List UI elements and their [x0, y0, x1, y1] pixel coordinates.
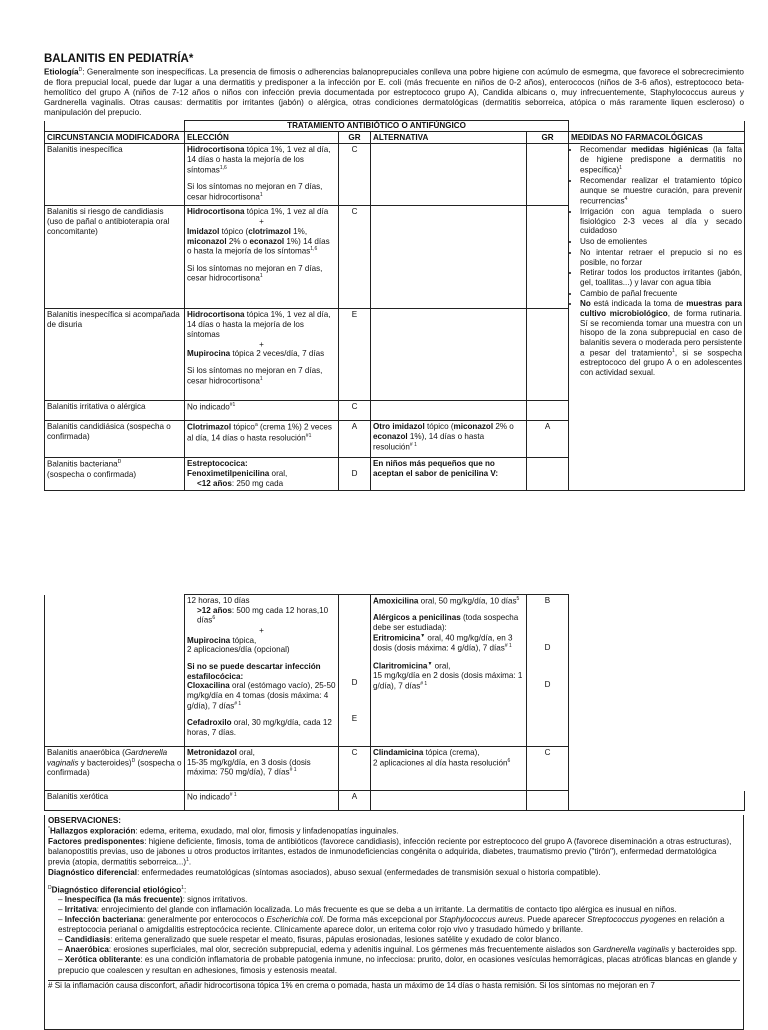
header-circunstancia: CIRCUNSTANCIA MODIFICADORA	[45, 131, 185, 144]
gr2-cell: A	[527, 421, 569, 458]
group-header: TRATAMIENTO ANTIBIÓTICO O ANTIFÚNGICO	[185, 121, 569, 132]
gr2-cell: B D D	[527, 595, 569, 747]
gr-cell: C	[339, 747, 371, 791]
list-item: • Recomendar medidas higiénicas (la falta de higiene predispone a dermatitis no específica)$^1$	[580, 145, 742, 175]
list-item: • Retirar todos los productos irritantes (jabón, gel, toallitas...) y lavar con agua tibia	[580, 268, 742, 287]
observaciones-title: OBSERVACIONES:	[48, 816, 122, 825]
list-item: • Cambio de pañal frecuente	[580, 289, 742, 299]
eleccion-cell: Hidrocortisona tópica 1%, 1 vez al día + Imidazol tópico (clotrimazol 1%, miconazol 2% o econazol 1%) 14 días o hasta la mejoría de los síntomas$^{1,6}$ Si los síntomas no mejoran en 7 días, cesar hidrocortisona$^1$	[185, 206, 339, 309]
etiology-label: Etiología	[44, 67, 79, 77]
list-item: • No intentar retraer el prepucio si no es posible, no forzar	[580, 248, 742, 267]
header-gr2: GR	[527, 131, 569, 144]
alternativa-cell: Otro imidazol tópico (miconazol 2% o econazol 1%), 14 días o hasta resolución$^{\# 1}$	[371, 421, 527, 458]
alternativa-cell: Clindamicina tópica (crema), 2 aplicaciones al día hasta resolución$^6$	[371, 747, 527, 791]
table-row	[45, 144, 745, 206]
list-item: • Recomendar realizar el tratamiento tópico aunque se muestre curación, para prevenir recurrencias$^4$	[580, 176, 742, 206]
eleccion-cell: Clotrimazol tópico$^a$ (crema 1%) 2 veces al día, 14 días o hasta resolución$^{\#1}$	[185, 421, 339, 458]
header-gr: GR	[339, 131, 371, 144]
circ-cell: Balanitis inespecífica si acompañada de disuria	[45, 309, 185, 401]
circ-cell: Balanitis candidiásica (sospecha o confirmada)	[45, 421, 185, 458]
gr2-cell	[527, 144, 569, 206]
circ-cell: Balanitis irritativa o alérgica	[45, 401, 185, 421]
differential-list	[48, 895, 740, 975]
eleccion-cell: No indicado$^{\# 1}$	[185, 791, 339, 811]
circ-cell: Balanitis inespecífica	[45, 144, 185, 206]
gr-cell: C	[339, 401, 371, 421]
list-item: • No está indicada la toma de muestras para cultivo microbiológico, de forma rutinaria. Sí se recomienda tomar una muestra con un hisopo de la zona subprepucial en caso de balanitis severa o moderada pero persistente a pesar del tratamiento$^1$, si se sospecha estreptococo del grupo A o en adolescentes con actividad sexual.	[580, 299, 742, 377]
header-medidas: MEDIDAS NO FARMACOLÓGICAS	[569, 131, 745, 144]
eleccion-cell: Hidrocortisona tópica 1%, 1 vez al día, 14 días o hasta la mejoría de los síntomas$^{1,6}$ Si los síntomas no mejoran en 7 días, cesar hidrocortisona$^1$	[185, 144, 339, 206]
list-item: – Anaeróbica: erosiones superficiales, mal olor, secreción subprepucial, edema y adenitis inguinal. Los gérmenes más frecuentemente aislados son Gardnerella vaginalis y bacteroides spp.	[58, 945, 740, 955]
etiology-paragraph: Etiología$^D$: Generalmente son inespecíficas. La presencia de fimosis o adherencias balanoprepuciales conlleva una pobre higiene con acúmulo de esmegma, que favorece el sobrecrecimiento de flora prepucial local, puede dar lugar a una dermatitis y predisponer a la infección por E. coli (más frecuente en niños de 0-2 años), enterococos (niños de 3-6 años), estreptococo beta-hemolítico del grupo A (niños de 7-12 años o niños con infección previa documentada por estreptococo grupo A), Candida albicans o, muy infrecuentemente, Staphylococcus aureus y Gardnerella vaginalis. Otras causas: dermatitis por irritantes (jabón) o alérgica, otras condiciones dermatológicas (dermatitis seborreica, atópica o más raramente liquen escleroso) o manipulación del prepucio.	[44, 67, 744, 117]
gr-cell: E	[339, 309, 371, 401]
page-title: BALANITIS EN PEDIATRÍA*	[44, 53, 194, 65]
alternativa-cell: En niños más pequeños que no aceptan el sabor de penicilina V:	[371, 458, 527, 490]
list-item: – Candidiasis: eritema generalizado que suele respetar el meato, fisuras, pápulas erosionadas, lesiones satélite y exudado de color blanco.	[58, 935, 740, 945]
list-item: – Irritativa: enrojecimiento del glande con inflamación localizada. Lo más frecuente es que se deba a un irritante. La dermatitis de contacto tipo alérgica es inusual en niños.	[58, 905, 740, 915]
gr-cell: A	[339, 791, 371, 811]
eleccion-cell: Metronidazol oral, 15-35 mg/kg/día, en 3 dosis (dosis máxima: 750 mg/día), 7 días$^{\# 1}$	[185, 747, 339, 791]
gr-cell: C	[339, 206, 371, 309]
header-eleccion: ELECCIÓN	[185, 131, 339, 144]
circ-cell: Balanitis xerótica	[45, 791, 185, 811]
medidas-cell	[569, 144, 745, 490]
gr-cell: C	[339, 144, 371, 206]
gr2-cell: C	[527, 747, 569, 791]
list-item: – Xerótica obliterante: es una condición inflamatoria de probable patogenia inmune, no infecciosa: prurito, dolor, en ocasiones vesículas hemorrágicas, placas atróficas blancas en glande y prepucio que coalescen y resultan en adhesiones, fimosis y estenosis meatal.	[58, 955, 740, 975]
alternativa-cell: Amoxicilina oral, 50 mg/kg/día, 10 días$^5$ Alérgicos a penicilinas (toda sospecha debe ser estudiada): Eritromicina▼ oral, 40 mg/kg/día, en 3 dosis (dosis máxima: 4 g/día), 7 días$^{\# 1}$ Claritromicina▼ oral, 15 mg/kg/día en 2 dosis (dosis máxima: 1 g/día), 7 días$^{\# 1}$	[371, 595, 527, 747]
eleccion-cell: 12 horas, 10 días >12 años: 500 mg cada 12 horas,10 días$^6$ + Mupirocina tópica, 2 aplicaciones/día (opcional) Si no se puede descartar infección estafilocócica: Cloxacilina oral (estómago vacío), 25-50 mg/kg/día en 4 tomas (dosis máxima: 4 g/día), 7 días$^{\# 1}$ Cefadroxilo oral, 30 mg/kg/día, cada 12 horas, 7 días.	[185, 595, 339, 747]
gr-cell: D E	[339, 595, 371, 747]
list-item: – Inespecífica (la más frecuente): signos irritativos.	[58, 895, 740, 905]
table-row	[45, 791, 745, 811]
circ-cell: Balanitis anaeróbica (Gardnerella vaginalis y bacteroides)$^D$ (sospecha o confirmada)	[45, 747, 185, 791]
footnote: # Si la inflamación causa disconfort, añadir hidrocortisona tópica 1% en crema o pomada, hasta un máximo de 14 días o hasta remisión. Si los síntomas no mejoran en 7	[48, 980, 740, 991]
header-alternativa: ALTERNATIVA	[371, 131, 527, 144]
alternativa-cell	[371, 144, 527, 206]
observaciones-section: OBSERVACIONES: *Hallazgos exploración: edema, eritema, exudado, mal olor, fimosis y linfadenopatías inguinales. Factores predisponentes: higiene deficiente, fimosis, toma de antibióticos (favorece candidiasis), infección reciente por estreptococo del grupo A (favorece diseminación a otras estructuras), balanopostitis previas, uso de jabones u otros productos irritantes, estados de inmunodeficiencias congénita o adquirida, diabetes, traumatismo previo ("tirón"), enfermedad dermatológica previa (atopia, dermatitis seborreica...)$^1$. Diagnóstico diferencial: enfermedades reumatológicas (síntomas asociados), abuso sexual (enfermedades de transmisión sexual o historia compatible). $^D$Diagnóstico diferencial etiológico$^1$: – Inespecífica (la más frecuente): signos irritativos. – Irritativa: enrojecimiento del glande con inflamación localizada. Lo más frecuente es que se deba a un irritante. La dermatitis de contacto tipo alérgica es inusual en niños. – Infección bacteriana: generalmente por enterococos o Escherichia coli. De forma más excepcional por Staphylococcus aureus. Puede aparecer Streptococcus pyogenes en relación a estreptococia perianal o amigdalitis estreptocócica reciente. Clínicamente aparece dolor, un eritema color rojo vivo y trasudado húmedo y brillante. – Candidiasis: eritema generalizado que suele respetar el meato, fisuras, pápulas erosionadas, lesiones satélite y exudado de color blanco. – Anaeróbica: erosiones superficiales, mal olor, secreción subprepucial, edema y adenitis inguinal. Los gérmenes más frecuentemente aislados son Gardnerella vaginalis y bacteroides spp. – Xerótica obliterante: es una condición inflamatoria de probable patogenia inmune, no infecciosa: prurito, dolor, en ocasiones vesículas hemorrágicas, placas atróficas blancas en glande y prepucio que coalescen y resultan en adhesiones, fimosis y estenosis meatal. # Si la inflamación causa disconfort, añadir hidrocortisona tópica 1% en crema o pomada, hasta un máximo de 14 días o hasta remisión. Si los síntomas no mejoran en 7	[44, 815, 744, 1030]
list-item: • Uso de emolientes	[580, 237, 742, 247]
eleccion-cell: No indicado$^{\#1}$	[185, 401, 339, 421]
eleccion-cell: Estreptococica: Fenoximetilpenicilina oral, <12 años: 250 mg cada	[185, 458, 339, 490]
circ-cell: Balanitis si riesgo de candidiasis (uso de pañal o antibioterapia oral concomitante)	[45, 206, 185, 309]
list-item: • Irrigación con agua templada o suero fisiológico 2-3 veces al día y secado cuidadoso	[580, 207, 742, 236]
circ-cell: Balanitis bacteriana$^D$ (sospecha o confirmada)	[45, 458, 185, 490]
table-row	[45, 747, 745, 791]
list-item: – Infección bacteriana: generalmente por enterococos o Escherichia coli. De forma más excepcional por Staphylococcus aureus. Puede aparecer Streptococcus pyogenes en relación a estreptococia perianal o amigdalitis estreptocócica reciente. Clínicamente aparece dolor, un eritema color rojo vivo y trasudado húmedo y brillante.	[58, 915, 740, 935]
gr-cell: A	[339, 421, 371, 458]
table-row	[45, 595, 745, 747]
intro-section	[44, 52, 744, 118]
treatment-table-part1	[44, 120, 745, 491]
gr-cell: D	[339, 458, 371, 490]
eleccion-cell: Hidrocortisona tópica 1%, 1 vez al día, 14 días o hasta la mejoría de los síntomas + Mupirocina tópica 2 veces/día, 7 días Si los síntomas no mejoran en 7 días, cesar hidrocortisona$^1$	[185, 309, 339, 401]
treatment-table-part2	[44, 594, 745, 811]
etiology-text: Generalmente son inespecíficas. La presencia de fimosis o adherencias balanoprepuciales conlleva una pobre higiene con acúmulo de esmegma, que favorece el sobrecrecimiento de flora prepucial local, puede dar lugar a una dermatitis y predisponer a la infección por E. coli (más frecuente en niños de 0-2 años), enterococos (niños de 3-6 años), estreptococo beta-hemolítico del grupo A (niños de 7-12 años o niños con infección previa documentada por estreptococo grupo A), Candida albicans o, muy infrecuentemente, Staphylococcus aureus y Gardnerella vaginalis. Otras causas: dermatitis por irritantes (jabón) o alérgica, otras condiciones dermatológicas (dermatitis seborreica, atópica o más raramente liquen escleroso) o manipulación del prepucio.	[44, 67, 744, 117]
